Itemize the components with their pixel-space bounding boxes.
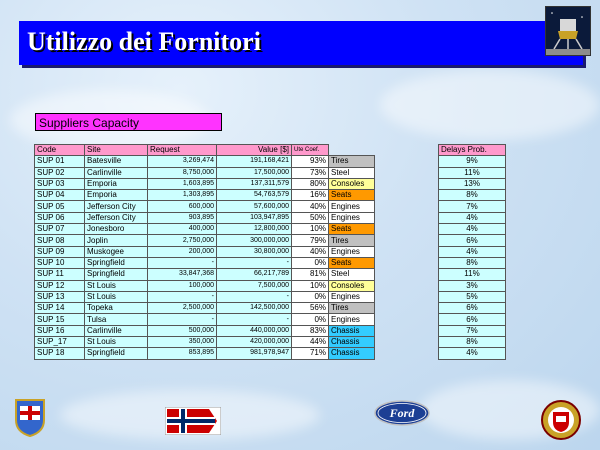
cell-request: 853,895 (148, 348, 217, 359)
cell-code: SUP 15 (35, 314, 85, 325)
cell-value: 420,000,000 (217, 337, 292, 348)
page-title: Utilizzo dei Fornitori (27, 27, 261, 56)
delays-header-row (439, 145, 506, 156)
table-header-row (35, 145, 375, 156)
background-cloud (380, 70, 600, 140)
cell-coef: 10% (292, 280, 329, 291)
cell-delay-prob: 8% (439, 190, 506, 201)
cell-delay-prob: 6% (439, 235, 506, 246)
cell-request: 400,000 (148, 224, 217, 235)
cell-code: SUP 18 (35, 348, 85, 359)
cell-request: 903,895 (148, 212, 217, 223)
cell-coef: 83% (292, 325, 329, 336)
cell-code: SUP 03 (35, 178, 85, 189)
header-site: Site (85, 145, 148, 156)
table-row (35, 348, 375, 359)
cell-site: Springfield (85, 257, 148, 268)
cell-coef: 81% (292, 269, 329, 280)
cell-site: Jonesboro (85, 224, 148, 235)
header-coef: Ute Coef. (292, 145, 329, 156)
cell-site: Jefferson City (85, 212, 148, 223)
table-row (35, 190, 375, 201)
cell-code: SUP 05 (35, 201, 85, 212)
cell-site: Emporia (85, 190, 148, 201)
cell-category: Consoles (329, 280, 375, 291)
cell-request: - (148, 291, 217, 302)
cell-coef: 71% (292, 348, 329, 359)
cell-request: 1,603,895 (148, 178, 217, 189)
delay-row (439, 269, 506, 280)
cell-delay-prob: 13% (439, 178, 506, 189)
cell-value: 7,500,000 (217, 280, 292, 291)
cell-site: Topeka (85, 303, 148, 314)
delay-row (439, 167, 506, 178)
cell-coef: 16% (292, 190, 329, 201)
delay-row (439, 280, 506, 291)
cell-code: SUP 07 (35, 224, 85, 235)
cell-code: SUP 09 (35, 246, 85, 257)
cell-value: 17,500,000 (217, 167, 292, 178)
cell-category: Tires (329, 156, 375, 167)
caption-suppliers-capacity: Suppliers Capacity (35, 113, 222, 131)
cell-category: Engines (329, 314, 375, 325)
cell-request: 100,000 (148, 280, 217, 291)
cell-value: 12,800,000 (217, 224, 292, 235)
delay-row (439, 348, 506, 359)
cell-category: Engines (329, 291, 375, 302)
cell-value: 30,800,000 (217, 246, 292, 257)
cell-site: Springfield (85, 348, 148, 359)
cell-code: SUP 01 (35, 156, 85, 167)
cell-value: 142,500,000 (217, 303, 292, 314)
table-row (35, 224, 375, 235)
cell-coef: 93% (292, 156, 329, 167)
delay-row (439, 178, 506, 189)
cell-value: 103,947,895 (217, 212, 292, 223)
cell-category: Engines (329, 201, 375, 212)
delay-row (439, 212, 506, 223)
cell-request: 33,847,368 (148, 269, 217, 280)
cell-value: 300,000,000 (217, 235, 292, 246)
table-row (35, 280, 375, 291)
cell-category: Steel (329, 167, 375, 178)
cell-category: Seats (329, 224, 375, 235)
cell-code: SUP 02 (35, 167, 85, 178)
cell-category: Chassis (329, 325, 375, 336)
cell-coef: 44% (292, 337, 329, 348)
cell-coef: 10% (292, 224, 329, 235)
cell-request: 2,500,000 (148, 303, 217, 314)
cell-coef: 56% (292, 303, 329, 314)
cell-request: 8,750,000 (148, 167, 217, 178)
cell-value: 54,763,579 (217, 190, 292, 201)
delay-row (439, 291, 506, 302)
cell-value: 981,978,947 (217, 348, 292, 359)
cell-value: 191,168,421 (217, 156, 292, 167)
cell-delay-prob: 8% (439, 257, 506, 268)
cell-delay-prob: 11% (439, 269, 506, 280)
cell-site: Tulsa (85, 314, 148, 325)
cell-delay-prob: 4% (439, 348, 506, 359)
cell-site: Springfield (85, 269, 148, 280)
cell-code: SUP 13 (35, 291, 85, 302)
table-row (35, 201, 375, 212)
cell-coef: 0% (292, 314, 329, 325)
cell-delay-prob: 7% (439, 201, 506, 212)
cell-delay-prob: 4% (439, 246, 506, 257)
header-category-empty (329, 145, 375, 156)
table-row (35, 178, 375, 189)
cell-site: St Louis (85, 291, 148, 302)
cell-site: Carlinville (85, 325, 148, 336)
cell-code: SUP_17 (35, 337, 85, 348)
cell-code: SUP 10 (35, 257, 85, 268)
cell-code: SUP 08 (35, 235, 85, 246)
cell-category: Consoles (329, 178, 375, 189)
cell-value: - (217, 314, 292, 325)
svg-text:Ford: Ford (389, 406, 415, 420)
lunar-lander-icon (545, 6, 591, 56)
city-crest-icon (14, 398, 46, 438)
cell-delay-prob: 3% (439, 280, 506, 291)
norwegian-flag-icon (165, 407, 221, 435)
cell-request: 500,000 (148, 325, 217, 336)
cell-code: SUP 14 (35, 303, 85, 314)
cell-coef: 40% (292, 246, 329, 257)
cell-code: SUP 16 (35, 325, 85, 336)
cell-site: Jefferson City (85, 201, 148, 212)
table-row (35, 257, 375, 268)
table-row (35, 314, 375, 325)
cell-delay-prob: 5% (439, 291, 506, 302)
table-row (35, 303, 375, 314)
university-seal-icon (541, 400, 581, 440)
table-row (35, 167, 375, 178)
delay-row (439, 303, 506, 314)
cell-category: Engines (329, 212, 375, 223)
table-row (35, 269, 375, 280)
cell-category: Engines (329, 246, 375, 257)
cell-coef: 73% (292, 167, 329, 178)
header-code: Code (35, 145, 85, 156)
cell-category: Seats (329, 190, 375, 201)
cell-site: St Louis (85, 280, 148, 291)
delays-table (438, 144, 506, 360)
table-row (35, 337, 375, 348)
header-value: Value [$] (217, 145, 292, 156)
cell-coef: 80% (292, 178, 329, 189)
delay-row (439, 337, 506, 348)
delay-row (439, 314, 506, 325)
cell-site: Muskogee (85, 246, 148, 257)
cell-category: Tires (329, 235, 375, 246)
cell-category: Seats (329, 257, 375, 268)
title-bar (19, 21, 583, 65)
cell-request: 600,000 (148, 201, 217, 212)
cell-value: 57,600,000 (217, 201, 292, 212)
cell-delay-prob: 9% (439, 156, 506, 167)
cell-code: SUP 12 (35, 280, 85, 291)
delay-row (439, 190, 506, 201)
suppliers-table (34, 144, 375, 360)
table-row (35, 212, 375, 223)
cell-code: SUP 04 (35, 190, 85, 201)
cell-value: - (217, 257, 292, 268)
table-row (35, 235, 375, 246)
cell-category: Chassis (329, 337, 375, 348)
cell-site: Carlinville (85, 167, 148, 178)
cell-delay-prob: 11% (439, 167, 506, 178)
cell-coef: 79% (292, 235, 329, 246)
table-row (35, 291, 375, 302)
delay-row (439, 246, 506, 257)
cell-coef: 50% (292, 212, 329, 223)
cell-category: Steel (329, 269, 375, 280)
cell-value: 66,217,789 (217, 269, 292, 280)
cell-request: 1,303,895 (148, 190, 217, 201)
cell-delay-prob: 4% (439, 224, 506, 235)
cell-request: 2,750,000 (148, 235, 217, 246)
delay-row (439, 201, 506, 212)
cell-delay-prob: 7% (439, 325, 506, 336)
cell-coef: 0% (292, 291, 329, 302)
cell-delay-prob: 6% (439, 314, 506, 325)
cell-request: 200,000 (148, 246, 217, 257)
cell-request: - (148, 314, 217, 325)
cell-delay-prob: 6% (439, 303, 506, 314)
cell-value: 440,000,000 (217, 325, 292, 336)
cell-code: SUP 11 (35, 269, 85, 280)
table-row (35, 156, 375, 167)
cell-site: Batesville (85, 156, 148, 167)
cell-request: - (148, 257, 217, 268)
cell-category: Chassis (329, 348, 375, 359)
cell-code: SUP 06 (35, 212, 85, 223)
cell-delay-prob: 8% (439, 337, 506, 348)
cell-request: 3,269,474 (148, 156, 217, 167)
header-request: Request (148, 145, 217, 156)
cell-site: Joplin (85, 235, 148, 246)
ford-oval-icon (374, 400, 430, 426)
cell-value: 137,311,579 (217, 178, 292, 189)
cell-site: Emporia (85, 178, 148, 189)
cell-delay-prob: 4% (439, 212, 506, 223)
cell-category: Tires (329, 303, 375, 314)
cell-request: 350,000 (148, 337, 217, 348)
cell-value: - (217, 291, 292, 302)
cell-coef: 40% (292, 201, 329, 212)
table-row (35, 325, 375, 336)
delay-row (439, 325, 506, 336)
delay-row (439, 235, 506, 246)
delay-row (439, 156, 506, 167)
cell-coef: 0% (292, 257, 329, 268)
delay-row (439, 224, 506, 235)
table-row (35, 246, 375, 257)
cell-site: St Louis (85, 337, 148, 348)
delay-row (439, 257, 506, 268)
header-delays: Delays Prob. (439, 145, 506, 156)
